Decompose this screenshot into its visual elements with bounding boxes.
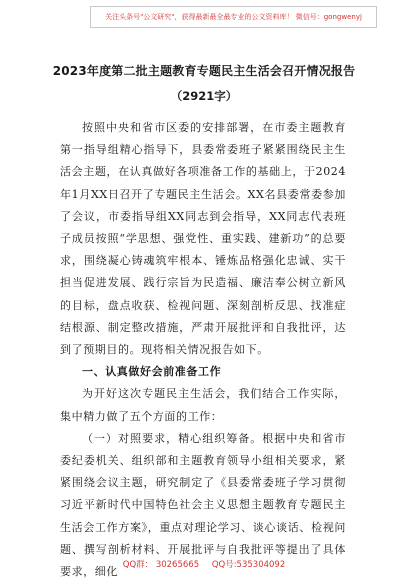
promo-banner bbox=[90, 6, 377, 28]
word-count: （2921字） bbox=[170, 89, 238, 103]
document-body bbox=[60, 117, 346, 583]
qq-group: QQ群： 30265665 bbox=[122, 560, 200, 570]
section-heading: 一、认真做好会前准备工作 bbox=[82, 365, 222, 379]
promo-banner-text: 关注头条号"公文研究"，获得最新最全最专业的公文资料库！ 微信号：gongwenyj bbox=[105, 13, 362, 21]
footer-contact bbox=[0, 558, 408, 570]
top-banner bbox=[0, 6, 408, 34]
document-title: 2023年度第二批主题教育专题民主生活会召开情况报告 bbox=[52, 64, 356, 78]
section-paragraph: （一）对照要求，精心组织筹备。根据中央和省市委纪委机关、组织部和主题教育领导小组相关要求，紧紧围绕会议主题，研究制定了《县委常委班子学习贯彻习近平新时代中国特色社会主义思想主题教育专题民主生活会工作方案》，重点对理论学习、谈心谈话、检视问题、撰写剖析材料、开展批评与自我批评等提出了具体要求，细化 bbox=[60, 431, 346, 579]
intro-paragraph: 按照中央和省市区委的安排部署，在市委主题教育第一指导组精心指导下，县委常委班子紧紧围绕民主生活会主题，在认真做好各项准备工作的基础上，于2024年1月XX日召开了专题民主生活会。XX名县委常委参加了会议，市委指导组XX同志到会指导，XX同志代表班子成员按照“学思想、强党性、重实践、建新功”的总要求，围绕凝心铸魂筑牢根本、锤炼品格强化忠诚、实干担当促进发展、践行宗旨为民造福、廉洁奉公树立新风的目标，盘点收获、检视问题、深刻剖析反思、找准症结根源、制定整改措施，严肃开展批评和自我批评，达到了预期目的。现将相关情况报告如下。 bbox=[60, 121, 346, 357]
section-paragraph: 为开好这次专题民主生活会，我们结合工作实际，集中精力做了五个方面的工作： bbox=[60, 387, 346, 423]
qq-number: QQ号:535304092 bbox=[211, 560, 286, 570]
